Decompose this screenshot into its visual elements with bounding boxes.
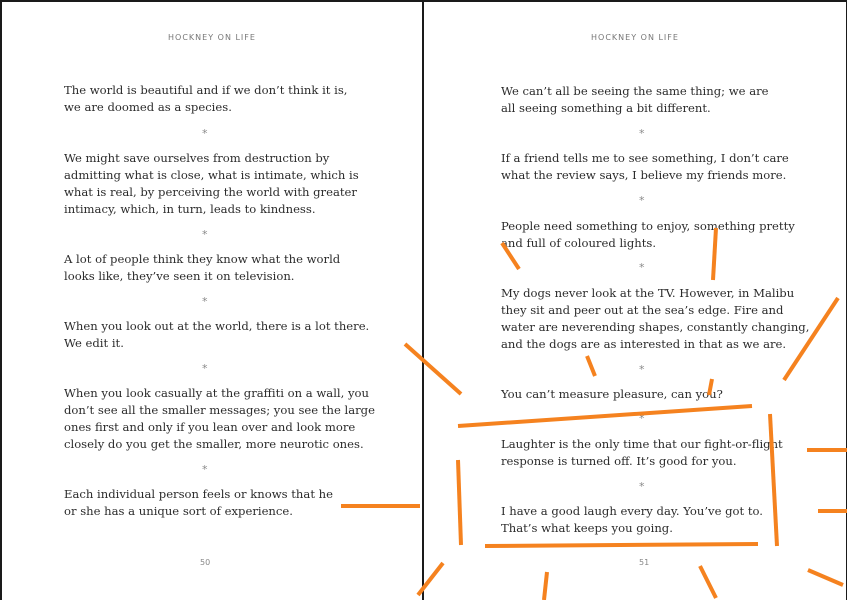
quote-line: We might save ourselves from destruction by (64, 151, 330, 165)
quote-line: Laughter is the only time that our fight-or-flight (501, 437, 783, 451)
quote (501, 150, 789, 184)
quote (64, 318, 369, 352)
quote-line: Each individual person feels or knows that he (64, 487, 333, 501)
quote-line: don’t see all the smaller messages; you see the large (64, 403, 375, 417)
quote-line: what is real, by perceiving the world with greater (64, 185, 357, 199)
separator-asterisk: * (639, 480, 645, 493)
quote-line: all seeing something a bit different. (501, 101, 711, 115)
quote-line: My dogs never look at the TV. However, in Malibu (501, 286, 795, 300)
separator-asterisk: * (202, 127, 208, 140)
quote-line: we are doomed as a species. (64, 100, 232, 114)
quote (501, 386, 723, 403)
quote-line: closely do you get the smaller, more neurotic ones. (64, 437, 364, 451)
quote (501, 285, 809, 353)
quote-line: That’s what keeps you going. (501, 521, 673, 535)
left-page (0, 0, 422, 600)
quote (64, 486, 333, 520)
separator-asterisk: * (202, 228, 208, 241)
separator-asterisk: * (639, 261, 645, 274)
quote-line: ones first and only if you lean over and look more (64, 420, 356, 434)
separator-asterisk: * (639, 412, 645, 425)
quote-line: response is turned off. It’s good for you. (501, 454, 737, 468)
quote (501, 503, 763, 537)
quote-line: A lot of people think they know what the world (64, 252, 341, 266)
quote (501, 218, 795, 252)
quote-line: admitting what is close, what is intimate, which is (64, 168, 359, 182)
running-head: HOCKNEY ON LIFE (168, 33, 256, 42)
quote-line: If a friend tells me to see something, I don’t care (501, 151, 789, 165)
separator-asterisk: * (202, 362, 208, 375)
quote-line: or she has a unique sort of experience. (64, 504, 293, 518)
quote-line: what the review says, I believe my friends more. (501, 168, 787, 182)
quote (64, 251, 340, 285)
quote-line: I have a good laugh every day. You’ve got to. (501, 504, 763, 518)
quote-line: We can’t all be seeing the same thing; we are (501, 84, 769, 98)
separator-asterisk: * (639, 363, 645, 376)
separator-asterisk: * (202, 295, 208, 308)
quote-line: and the dogs are as interested in that as we are. (501, 337, 787, 351)
quote-line: When you look casually at the graffiti on a wall, you (64, 386, 369, 400)
quote (501, 436, 783, 470)
quote-line: and full of coloured lights. (501, 236, 657, 250)
quote-line: The world is beautiful and if we don’t think it is, (64, 83, 348, 97)
separator-asterisk: * (639, 194, 645, 207)
quote (501, 83, 769, 117)
quote-line: When you look out at the world, there is a lot there. (64, 319, 370, 333)
page-number: 51 (639, 558, 650, 567)
page-number: 50 (200, 558, 211, 567)
quote-line: We edit it. (64, 336, 124, 350)
quote-line: You can’t measure pleasure, can you? (501, 387, 723, 401)
separator-asterisk: * (202, 463, 208, 476)
quote-line: looks like, they’ve seen it on television. (64, 269, 295, 283)
quote (64, 82, 347, 116)
quote-line: People need something to enjoy, something pretty (501, 219, 795, 233)
quote-line: intimacy, which, in turn, leads to kindness. (64, 202, 316, 216)
quote-line: they sit and peer out at the sea’s edge. Fire and (501, 303, 784, 317)
quote (64, 150, 359, 218)
quote-line: water are neverending shapes, constantly changing, (501, 320, 810, 334)
quote (64, 385, 375, 453)
right-page (422, 0, 847, 600)
running-head: HOCKNEY ON LIFE (591, 33, 679, 42)
separator-asterisk: * (639, 127, 645, 140)
